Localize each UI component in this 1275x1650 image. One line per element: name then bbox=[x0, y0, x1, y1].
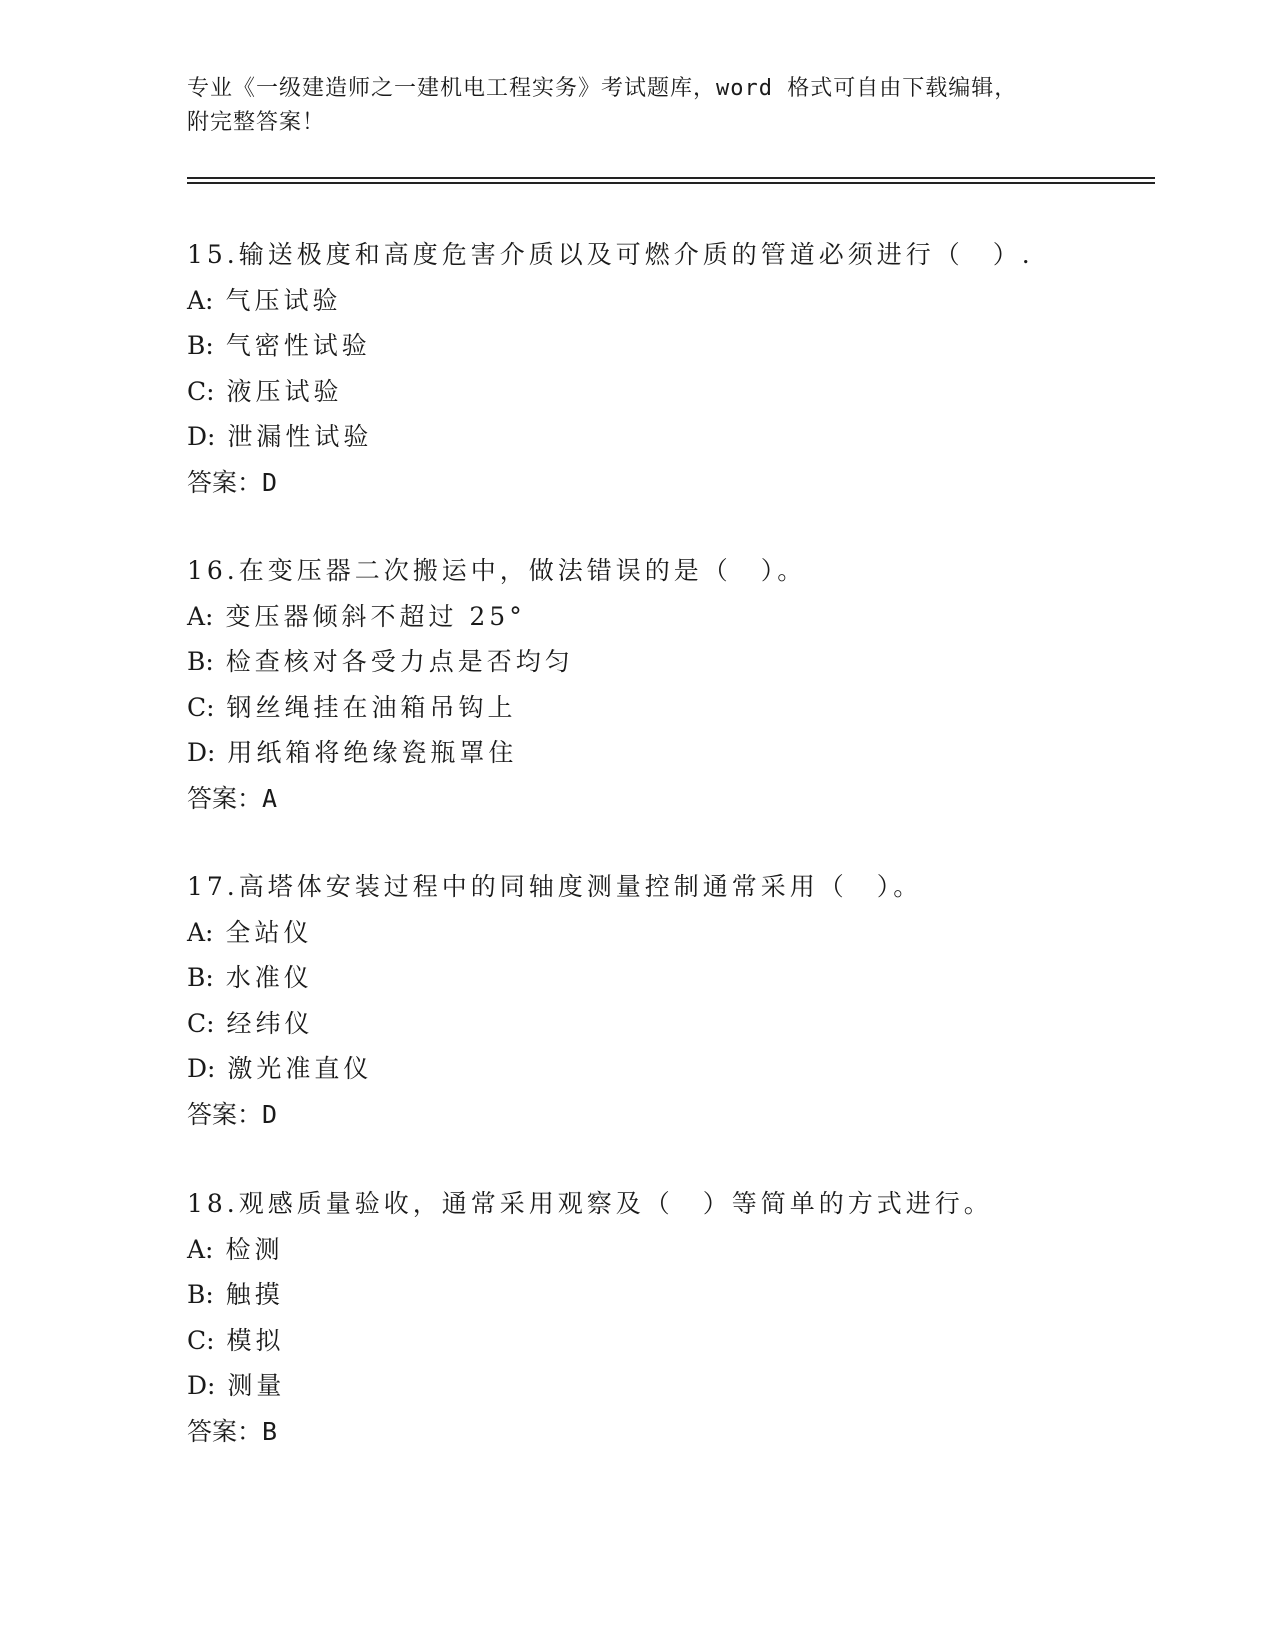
option-key: B: bbox=[187, 331, 214, 360]
option-d bbox=[187, 730, 1147, 776]
answer-value: D bbox=[262, 467, 278, 497]
option-text: 气密性试验 bbox=[225, 331, 371, 360]
header-line-1: 专业《一级建造师之一建机电工程实务》考试题库，word 格式可自由下载编辑， bbox=[187, 76, 1018, 101]
option-key: C: bbox=[187, 692, 215, 722]
option-key: D: bbox=[187, 738, 216, 767]
answer-label: 答案： bbox=[187, 1416, 263, 1446]
option-d bbox=[187, 1046, 1147, 1092]
option-key: C: bbox=[187, 376, 215, 406]
header-divider-top bbox=[187, 177, 1155, 179]
question-stem: 17.高塔体安装过程中的同轴度测量控制通常采用（ ）。 bbox=[187, 872, 923, 901]
option-key: D: bbox=[187, 1054, 216, 1083]
answer-line bbox=[187, 776, 1147, 822]
answer-line bbox=[187, 460, 1147, 506]
header-line-2: 附完整答案！ bbox=[187, 110, 326, 135]
answer-value: D bbox=[262, 1099, 278, 1129]
option-text: 液压试验 bbox=[226, 376, 343, 406]
option-a bbox=[187, 594, 1147, 640]
option-key: B: bbox=[187, 963, 214, 992]
option-text: 变压器倾斜不超过 25° bbox=[225, 601, 526, 631]
option-text: 检测 bbox=[225, 1234, 284, 1264]
option-key: B: bbox=[187, 1280, 214, 1309]
answer-label: 答案： bbox=[187, 783, 263, 813]
option-a bbox=[187, 1227, 1147, 1273]
answer-value: B bbox=[262, 1416, 278, 1446]
question-16 bbox=[187, 548, 1147, 821]
answer-value: A bbox=[262, 783, 278, 813]
option-key: A: bbox=[187, 285, 214, 315]
option-key: A: bbox=[187, 601, 214, 631]
question-18 bbox=[187, 1181, 1147, 1454]
option-text: 触摸 bbox=[225, 1280, 284, 1309]
question-stem: 16.在变压器二次搬运中，做法错误的是（ ）。 bbox=[187, 556, 807, 585]
option-key: C: bbox=[187, 1325, 215, 1355]
question-15 bbox=[187, 232, 1147, 505]
option-text: 经纬仪 bbox=[226, 1008, 314, 1038]
option-text: 模拟 bbox=[226, 1325, 285, 1355]
option-b bbox=[187, 639, 1147, 685]
option-b bbox=[187, 955, 1147, 1001]
answer-label: 答案： bbox=[187, 1099, 263, 1129]
answer-label: 答案： bbox=[187, 467, 263, 497]
option-text: 水准仪 bbox=[225, 963, 313, 992]
question-stem: 15.输送极度和高度危害介质以及可燃介质的管道必须进行（ ）. bbox=[187, 240, 1034, 269]
option-key: D: bbox=[187, 422, 216, 451]
option-c bbox=[187, 1001, 1147, 1047]
answer-line bbox=[187, 1409, 1147, 1455]
option-text: 全站仪 bbox=[225, 917, 313, 947]
option-b bbox=[187, 1272, 1147, 1318]
option-b bbox=[187, 323, 1147, 369]
option-text: 用纸箱将绝缘瓷瓶罩住 bbox=[227, 738, 518, 767]
option-text: 激光准直仪 bbox=[227, 1054, 373, 1083]
option-c bbox=[187, 369, 1147, 415]
option-d bbox=[187, 1363, 1147, 1409]
option-text: 泄漏性试验 bbox=[227, 422, 373, 451]
option-a bbox=[187, 910, 1147, 956]
option-text: 气压试验 bbox=[225, 285, 342, 315]
header-divider-bottom bbox=[187, 182, 1155, 184]
option-a bbox=[187, 278, 1147, 324]
question-17 bbox=[187, 864, 1147, 1137]
answer-line bbox=[187, 1092, 1147, 1138]
question-stem: 18.观感质量验收，通常采用观察及（ ）等简单的方式进行。 bbox=[187, 1189, 993, 1218]
option-text: 测量 bbox=[227, 1371, 286, 1400]
option-text: 钢丝绳挂在油箱吊钩上 bbox=[226, 692, 517, 722]
option-c bbox=[187, 1318, 1147, 1364]
option-key: C: bbox=[187, 1008, 215, 1038]
option-d bbox=[187, 414, 1147, 460]
option-key: A: bbox=[187, 1234, 214, 1264]
option-key: D: bbox=[187, 1371, 216, 1400]
option-key: A: bbox=[187, 917, 214, 947]
option-key: B: bbox=[187, 647, 214, 676]
option-text: 检查核对各受力点是否均匀 bbox=[225, 647, 574, 676]
document-header bbox=[187, 72, 1087, 140]
option-c bbox=[187, 685, 1147, 731]
